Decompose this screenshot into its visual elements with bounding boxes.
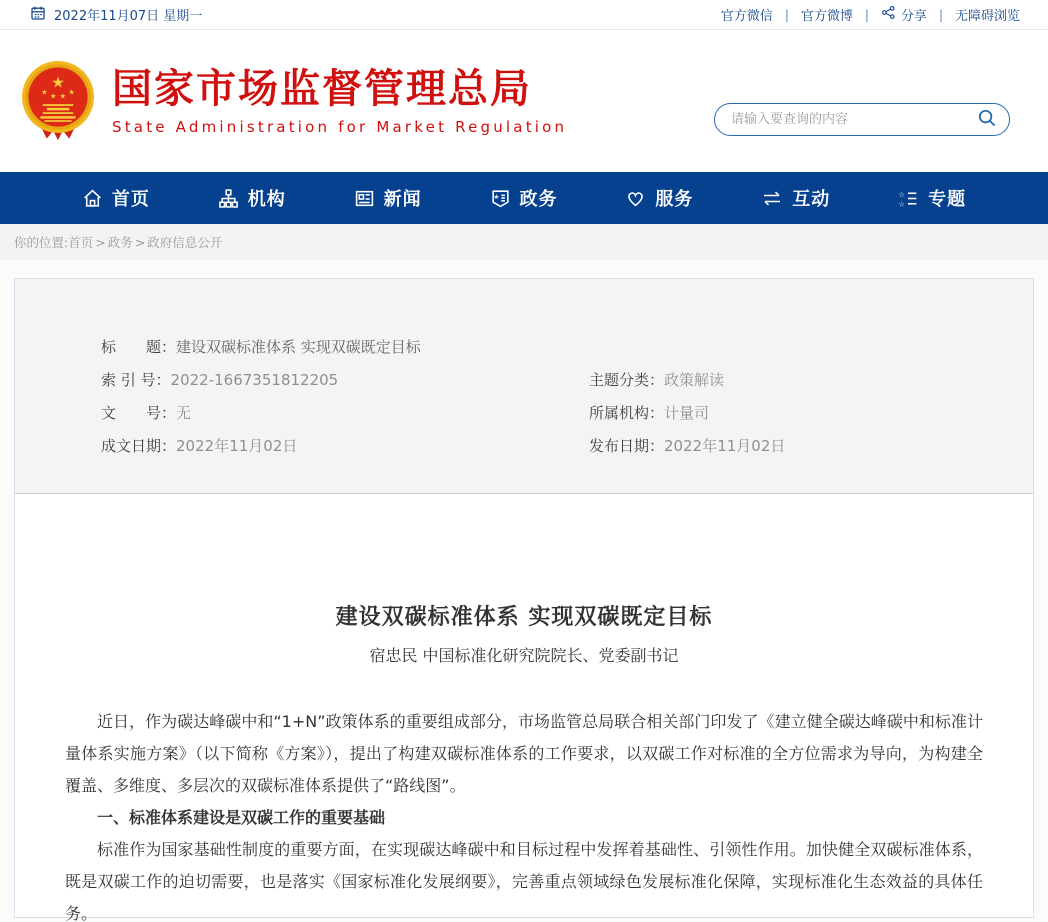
article-paragraph: 标准作为国家基础性制度的重要方面，在实现碳达峰碳中和目标过程中发挥着基础性、引领性作用。加快健全双碳标准体系，既是双碳工作的迫切需要，也是落实《国家标准化发展纲要》，完善重点领域绿色发展标准化保障，实现标准化生态效益的具体任务。 — [65, 840, 983, 922]
current-date — [30, 5, 202, 25]
nav-item-interaction[interactable]: 互动 — [761, 185, 830, 211]
meta-label-index-number: 索 引 号： — [101, 371, 171, 389]
link-accessibility[interactable]: 无障碍浏览 — [954, 9, 1020, 24]
site-logo[interactable] — [18, 58, 567, 144]
meta-value-index-number: 2022-1667351812205 — [170, 371, 339, 389]
meta-value-topic-category: 政策解读 — [664, 371, 725, 389]
svg-text:☆: ☆ — [898, 189, 907, 199]
search-icon — [977, 108, 997, 131]
breadcrumb-info-disclosure[interactable]: 政府信息公开 — [147, 235, 223, 250]
calendar-icon — [30, 5, 46, 25]
nav-item-services[interactable]: 服务 — [625, 185, 693, 211]
breadcrumb-separator: > — [95, 234, 106, 250]
svg-text:★: ★ — [41, 87, 48, 97]
link-official-wechat[interactable]: 官方微信 — [720, 9, 773, 24]
divider: | — [864, 7, 869, 22]
meta-label-doc-number: 文 号： — [101, 404, 177, 422]
meta-value-written-date: 2022年11月02日 — [176, 437, 298, 455]
meta-row-index — [101, 364, 993, 397]
nav-item-topics[interactable]: ☆ ☆ 专题 — [898, 189, 967, 210]
breadcrumb-prefix: 你的位置: — [14, 235, 69, 250]
link-official-weibo[interactable]: 官方微博 — [800, 9, 853, 24]
top-utility-bar — [0, 0, 1048, 30]
divider: | — [784, 7, 789, 22]
divider: | — [938, 7, 943, 22]
search-button[interactable] — [977, 108, 997, 131]
svg-text:★: ★ — [59, 91, 67, 101]
document-meta-section — [15, 279, 1033, 494]
meta-row-dates — [101, 430, 993, 463]
article-author: 宿忠民 中国标准化研究院院长、党委副书记 — [369, 646, 679, 665]
breadcrumb — [0, 224, 1048, 260]
exchange-arrows-icon — [761, 188, 783, 209]
meta-label-issuing-org: 所属机构： — [589, 404, 665, 422]
heart-icon — [625, 188, 646, 209]
breadcrumb-gov[interactable]: 政务 — [107, 235, 133, 250]
home-icon — [82, 188, 103, 209]
site-title: 国家市场监督管理总局 — [112, 65, 532, 112]
main-nav — [0, 172, 1048, 224]
meta-value-doc-number: 无 — [176, 404, 192, 422]
meta-value-title: 建设双碳标准体系 实现双碳既定目标 — [176, 338, 421, 356]
svg-text:☆: ☆ — [898, 198, 907, 208]
date-text: 2022年11月07日 星期一 — [54, 9, 203, 24]
meta-row-doc-number — [101, 397, 993, 430]
article-body — [65, 706, 983, 922]
meta-row-title — [101, 331, 993, 364]
svg-text:★: ★ — [51, 73, 65, 92]
top-links — [721, 5, 1020, 24]
article-paragraph: 近日，作为碳达峰碳中和“1+N”政策体系的重要组成部分，市场监管总局联合相关部门印发了《建立健全碳达峰碳中和标准计量体系实施方案》（以下简称《方案》），提出了构建双碳标准体系的工作要求，以双碳工作对标准的全方位需求为导向，为构建全覆盖、多维度、多层次的双碳标准体系提供了“路线图”。 — [65, 712, 983, 795]
nav-item-orgs[interactable]: 机构 — [218, 185, 286, 211]
share-icon — [881, 5, 896, 24]
meta-label-publish-date: 发布日期： — [589, 437, 665, 455]
national-emblem-icon — [18, 58, 98, 144]
meta-value-issuing-org: 计量司 — [664, 404, 710, 422]
nav-item-home[interactable]: 首页 — [82, 185, 150, 211]
meta-label-title: 标 题： — [101, 338, 177, 356]
svg-text:★: ★ — [68, 87, 75, 97]
meta-value-publish-date: 2022年11月02日 — [664, 437, 786, 455]
search-input[interactable] — [731, 112, 977, 127]
star-list-icon — [898, 188, 919, 209]
svg-text:★: ★ — [49, 91, 57, 101]
site-header — [0, 30, 1048, 172]
breadcrumb-home[interactable]: 首页 — [68, 235, 94, 250]
site-search — [714, 103, 1010, 136]
document-panel — [14, 278, 1034, 922]
newspaper-icon — [354, 188, 375, 209]
gov-badge-icon — [490, 188, 511, 209]
nav-item-gov-affairs[interactable]: ★ 政务 — [490, 185, 558, 211]
site-title-english: State Administration for Market Regulation — [112, 117, 568, 136]
article-title: 建设双碳标准体系 实现双碳既定目标 — [335, 605, 713, 630]
org-chart-icon — [218, 188, 239, 209]
link-share[interactable]: 分享 — [881, 5, 927, 24]
meta-label-written-date: 成文日期： — [101, 437, 177, 455]
meta-label-topic-category: 主题分类： — [589, 371, 665, 389]
article — [15, 494, 1033, 922]
breadcrumb-separator: > — [134, 234, 146, 250]
article-section-heading: 一、标准体系建设是双碳工作的重要基础 — [97, 808, 386, 827]
svg-text:★: ★ — [492, 192, 501, 201]
nav-item-news[interactable]: 新闻 — [354, 185, 422, 211]
